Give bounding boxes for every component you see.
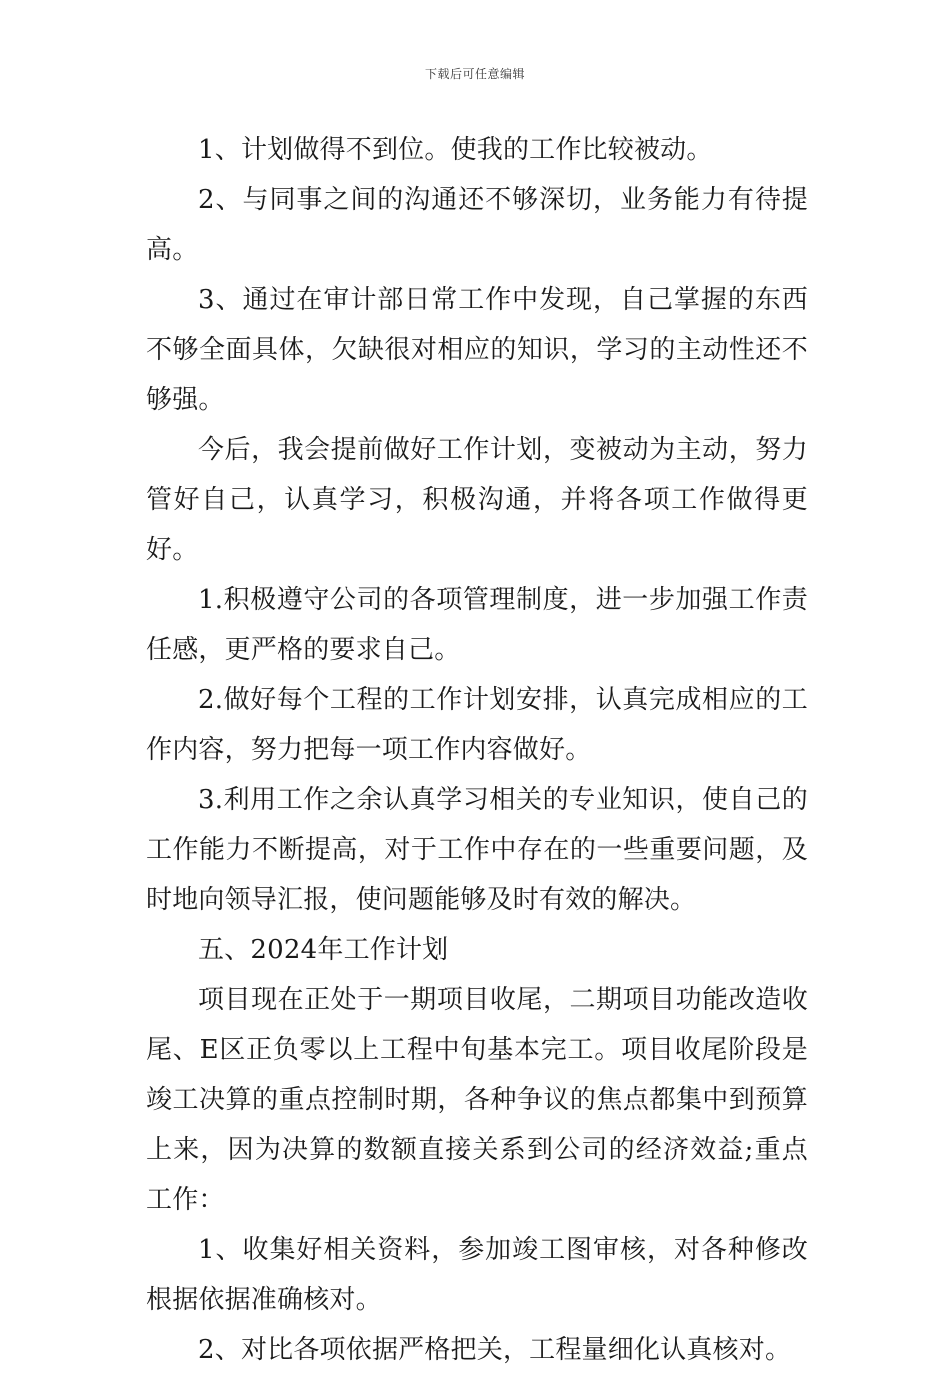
paragraph-problem-2: 2、与同事之间的沟通还不够深切，业务能力有待提高。 [146,185,808,265]
paragraph-key-task-1: 1、收集好相关资料，参加竣工图审核，对各种修改根据依据准确核对。 [146,1235,808,1315]
paragraph-problem-3: 3、通过在审计部日常工作中发现，自己掌握的东西不够全面具体，欠缺很对相应的知识，学习的主动性还不够强。 [146,285,808,415]
paragraph-key-task-2: 2、对比各项依据严格把关，工程量细化认真核对。 [198,1335,792,1365]
paragraph-measure-1: 1.积极遵守公司的各项管理制度，进一步加强工作责任感，更严格的要求自己。 [146,585,808,665]
page-header-note: 下载后可任意编辑 [424,67,525,81]
paragraph-problem-1: 1、计划做得不到位。使我的工作比较被动。 [198,135,713,165]
paragraph-measure-2: 2.做好每个工程的工作计划安排，认真完成相应的工作内容，努力把每一项工作内容做好。 [146,685,808,765]
paragraph-future-intro: 今后，我会提前做好工作计划，变被动为主动，努力管好自己，认真学习，积极沟通，并将各项工作做得更好。 [146,435,808,565]
section-heading-2024-plan: 五、2024年工作计划 [198,935,449,965]
paragraph-measure-3: 3.利用工作之余认真学习相关的专业知识，使自己的工作能力不断提高，对于工作中存在的一些重要问题，及时地向领导汇报，使问题能够及时有效的解决。 [146,785,808,915]
document-body [146,125,808,1375]
paragraph-project-status: 项目现在正处于一期项目收尾，二期项目功能改造收尾、E区正负零以上工程中旬基本完工。项目收尾阶段是竣工决算的重点控制时期，各种争议的焦点都集中到预算上来，因为决算的数额直接关系到公司的经济效益;重点工作： [146,985,808,1215]
